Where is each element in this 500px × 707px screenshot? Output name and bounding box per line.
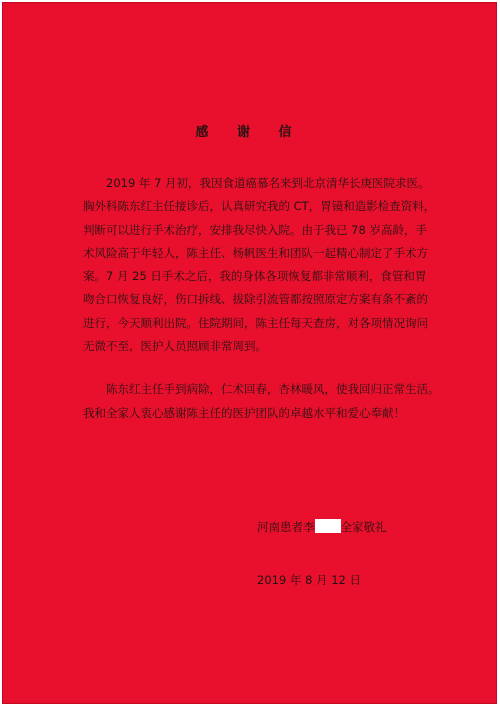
body-line: 进行，今天顺利出院。住院期间，陈主任每天查房，对各项情况询问 xyxy=(83,315,428,330)
body-line: 无微不至，医护人员照顾非常周到。 xyxy=(83,339,267,354)
letter-body xyxy=(83,172,439,425)
paragraph-1 xyxy=(83,172,439,358)
body-line: 判断可以进行手术治疗，安排我尽快入院。由于我已 78 岁高龄，手 xyxy=(83,222,427,237)
body-line: 案。7 月 25 日手术之后，我的身体各项恢复都非常顺利，食管和胃 xyxy=(83,269,427,284)
body-line: 陈东红主任手到病除，仁术回春，杏林暖风，使我回归正常生活。 xyxy=(106,382,440,397)
signature-prefix: 河南患者李 xyxy=(257,520,315,534)
signature xyxy=(257,519,387,535)
body-line: 2019 年 7 月初，我因食道癌慕名来到北京清华长庚医院求医。 xyxy=(106,176,430,190)
body-line: 我和全家人衷心感谢陈主任的医护团队的卓越水平和爱心奉献！ xyxy=(83,405,405,420)
body-line: 吻合口恢复良好，伤口拆线、拔除引流管都按照原定方案有条不紊的 xyxy=(83,292,428,307)
letter-date: 2019 年 8 月 12 日 xyxy=(257,573,361,587)
body-line: 胸外科陈东红主任接诊后，认真研究我的 CT，胃镜和造影检查资料， xyxy=(83,199,436,214)
body-line: 术风险高于年轻人，陈主任、杨帆医生和团队一起精心制定了手术方 xyxy=(83,245,428,260)
signature-suffix: 全家敬礼 xyxy=(340,520,387,534)
letter-sheet xyxy=(2,2,497,704)
redacted-name-block xyxy=(315,519,341,533)
paragraph-2 xyxy=(83,378,439,425)
letter-title: 感 谢 信 xyxy=(195,125,304,140)
